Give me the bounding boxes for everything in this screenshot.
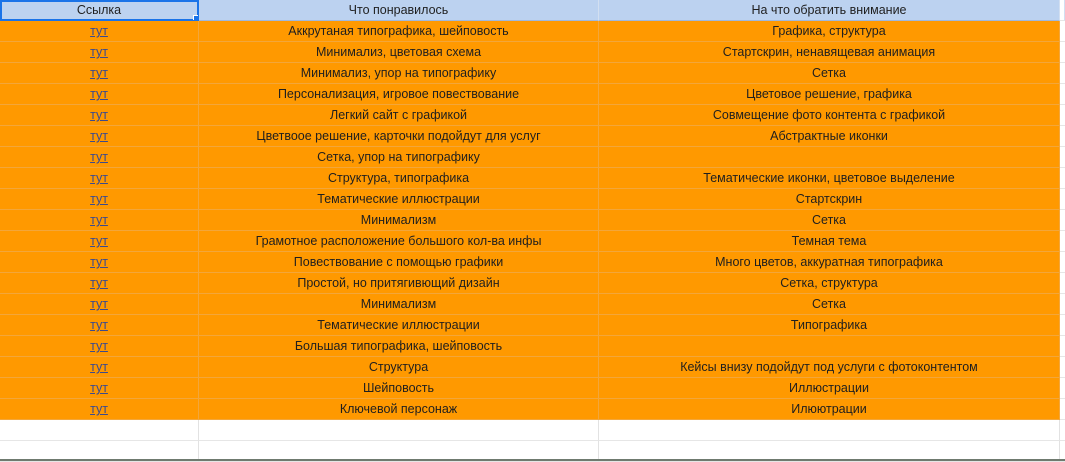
liked-cell[interactable] [199,399,599,420]
link-cell[interactable] [0,315,199,336]
attention-cell[interactable] [599,378,1060,399]
table-row [0,399,1065,420]
row-link[interactable]: тут [90,297,108,311]
liked-cell[interactable] [199,336,599,357]
selection-fill-handle[interactable] [193,15,199,21]
liked-cell[interactable] [199,168,599,189]
empty-cell[interactable] [1060,84,1065,105]
empty-cell[interactable] [599,420,1060,441]
link-cell[interactable] [0,21,199,42]
liked-text: Тематические иллюстрации [317,192,480,206]
attention-text: Тематические иконки, цветовое выделение [703,171,955,185]
attention-text: Типографика [790,318,868,332]
table-row [0,294,1065,315]
empty-cell[interactable] [1060,294,1065,315]
empty-cell[interactable] [1060,126,1065,147]
row-link[interactable]: тут [90,381,108,395]
liked-cell[interactable] [199,294,599,315]
liked-text: Структура, типографика [327,171,470,185]
row-link[interactable]: тут [90,255,108,269]
row-link[interactable]: тут [90,171,108,185]
liked-cell[interactable] [199,357,599,378]
attention-text: Темная тема [791,234,867,248]
liked-cell[interactable] [199,42,599,63]
liked-text: Грамотное расположение большого кол-ва инфы [255,234,542,248]
attention-cell[interactable] [599,189,1060,210]
table-row [0,63,1065,84]
link-cell[interactable] [0,189,199,210]
liked-text: Сетка, упор на типографику [317,150,480,164]
row-link[interactable]: тут [90,87,108,101]
empty-cell[interactable] [1060,147,1065,168]
liked-cell[interactable] [199,315,599,336]
row-link[interactable]: тут [90,108,108,122]
row-link[interactable]: тут [90,66,108,80]
liked-cell[interactable] [199,147,599,168]
link-cell[interactable] [0,147,199,168]
attention-text: Сетка, структура [780,276,878,290]
link-cell[interactable] [0,399,199,420]
table-row [0,168,1065,189]
attention-cell[interactable] [599,315,1060,336]
attention-cell[interactable] [599,147,1060,168]
empty-cell[interactable] [1060,378,1065,399]
header-row [0,0,1065,21]
row-link[interactable]: тут [90,360,108,374]
liked-cell[interactable] [199,105,599,126]
table-row [0,273,1065,294]
table-body [0,21,1065,420]
liked-cell[interactable] [199,210,599,231]
liked-text: Ключевой персонаж [339,402,458,416]
attention-cell[interactable] [599,294,1060,315]
table-row [0,231,1065,252]
liked-text: Структура [368,360,429,374]
empty-cell[interactable] [1060,252,1065,273]
link-cell[interactable] [0,357,199,378]
empty-cell[interactable] [1060,210,1065,231]
liked-cell[interactable] [199,63,599,84]
liked-cell[interactable] [199,273,599,294]
empty-cell[interactable] [1060,63,1065,84]
attention-text: Кейсы внизу подойдут под услуги с фотоконтентом [680,360,978,374]
row-link[interactable]: тут [90,402,108,416]
attention-text: Совмещение фото контента с графикой [712,108,946,122]
row-link[interactable]: тут [90,45,108,59]
attention-text: Много цветов, аккуратная типографика [715,255,943,269]
liked-cell[interactable] [199,378,599,399]
header-label-attention: На что обратить внимание [751,3,907,17]
link-cell[interactable] [0,252,199,273]
row-link[interactable]: тут [90,24,108,38]
attention-text: Илюютрации [791,402,867,416]
liked-text: Тематические иллюстрации [317,318,480,332]
table-row [0,378,1065,399]
liked-text: Шейповость [362,381,435,395]
attention-cell[interactable] [599,63,1060,84]
attention-cell[interactable] [599,84,1060,105]
link-cell[interactable] [0,42,199,63]
attention-cell[interactable] [599,21,1060,42]
table-row [0,357,1065,378]
attention-cell[interactable] [599,273,1060,294]
row-link[interactable]: тут [90,234,108,248]
link-cell[interactable] [0,84,199,105]
empty-cell[interactable] [1060,336,1065,357]
row-link[interactable]: тут [90,150,108,164]
link-cell[interactable] [0,336,199,357]
liked-cell[interactable] [199,231,599,252]
row-link[interactable]: тут [90,129,108,143]
table-row [0,126,1065,147]
liked-text: Персонализация, игровое повествование [277,87,520,101]
attention-text: Стартскрин [795,192,863,206]
header-cell-attention[interactable] [599,0,1060,21]
liked-cell[interactable] [199,126,599,147]
liked-text: Повествование с помощью графики [293,255,504,269]
attention-text: Цветовое решение, графика [746,87,912,101]
header-cell-empty[interactable] [1060,0,1065,21]
empty-cell[interactable] [1060,168,1065,189]
header-label-link: Ссылка [76,3,122,17]
attention-cell[interactable] [599,126,1060,147]
table-row [0,21,1065,42]
link-cell[interactable] [0,63,199,84]
attention-cell[interactable] [599,357,1060,378]
attention-text: Сетка [812,66,846,80]
row-link[interactable]: тут [90,318,108,332]
attention-cell[interactable] [599,168,1060,189]
attention-text: Сетка [812,213,846,227]
attention-cell[interactable] [599,210,1060,231]
liked-text: Большая типографика, шейповость [294,339,503,353]
empty-cell[interactable] [1060,231,1065,252]
empty-cell[interactable] [199,420,599,441]
attention-cell[interactable] [599,105,1060,126]
liked-cell[interactable] [199,21,599,42]
liked-cell[interactable] [199,84,599,105]
empty-cell[interactable] [1060,399,1065,420]
table-row [0,336,1065,357]
attention-text: Иллюстрации [789,381,869,395]
empty-cell[interactable] [1060,273,1065,294]
empty-cell[interactable] [1060,21,1065,42]
attention-cell[interactable] [599,252,1060,273]
link-cell[interactable] [0,231,199,252]
attention-cell[interactable] [599,231,1060,252]
row-link[interactable]: тут [90,339,108,353]
liked-text: Минимализм [360,213,437,227]
attention-text: Абстрактные иконки [770,129,888,143]
empty-cell[interactable] [1060,105,1065,126]
header-cell-liked[interactable] [199,0,599,21]
link-cell[interactable] [0,273,199,294]
empty-cell[interactable] [1060,42,1065,63]
row-link[interactable]: тут [90,276,108,290]
link-cell[interactable] [0,378,199,399]
table-row [0,189,1065,210]
table-row [0,147,1065,168]
table-row [0,84,1065,105]
table-row [0,315,1065,336]
header-cell-link[interactable] [0,0,199,21]
attention-cell[interactable] [599,399,1060,420]
row-link[interactable]: тут [90,213,108,227]
liked-text: Легкий сайт с графикой [330,108,467,122]
liked-text: Аккрутаная типографика, шейповость [288,24,509,38]
table-row [0,105,1065,126]
empty-cell[interactable] [1060,420,1065,441]
row-link[interactable]: тут [90,192,108,206]
attention-text: Сетка [812,297,846,311]
attention-cell[interactable] [599,336,1060,357]
header-label-liked: Что понравилось [348,3,449,17]
table-row [0,210,1065,231]
attention-text: Графика, структура [772,24,886,38]
empty-cell[interactable] [1060,357,1065,378]
table-row [0,252,1065,273]
empty-cell[interactable] [1060,189,1065,210]
link-cell[interactable] [0,294,199,315]
empty-cell[interactable] [0,420,199,441]
link-cell[interactable] [0,210,199,231]
table-row [0,42,1065,63]
liked-text: Простой, но притягивющий дизайн [297,276,500,290]
liked-text: Минимализ, цветовая схема [315,45,482,59]
attention-cell[interactable] [599,42,1060,63]
link-cell[interactable] [0,105,199,126]
liked-text: Цветвоое решение, карточки подойдут для услуг [256,129,541,143]
empty-row [0,420,1065,441]
empty-cell[interactable] [1060,315,1065,336]
liked-text: Минимализ, упор на типографику [300,66,497,80]
attention-text: Стартскрин, ненавящевая анимация [722,45,936,59]
liked-cell[interactable] [199,189,599,210]
liked-text: Минимализм [360,297,437,311]
link-cell[interactable] [0,168,199,189]
liked-cell[interactable] [199,252,599,273]
link-cell[interactable] [0,126,199,147]
